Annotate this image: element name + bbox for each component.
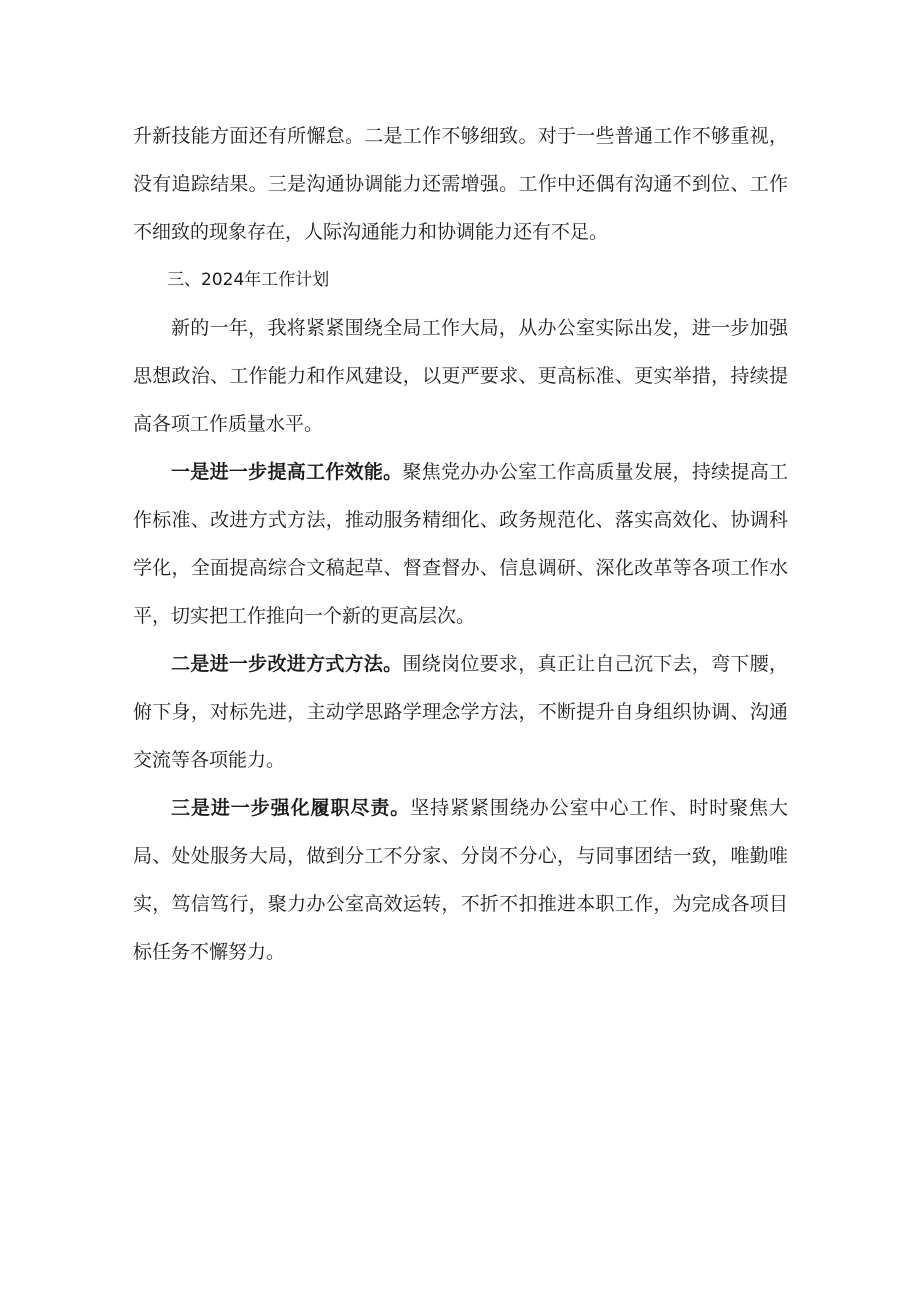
continuation-paragraph: 升新技能方面还有所懈怠。二是工作不够细致。对于一些普通工作不够重视，没有追踪结果。三是沟通协调能力还需增强。工作中还偶有沟通不到位、工作不细致的现象存在，人际沟通能力和协调能力还有不足。	[133, 125, 788, 243]
plan-item-2	[133, 640, 788, 784]
plan-item-2-body: 围绕岗位要求，真正让自己沉下去，弯下腰，俯下身，对标先进，主动学思路学理念学方法，不断提升自身组织协调、沟通交流等各项能力。	[133, 653, 788, 771]
plan-item-3-lead: 三是进一步强化履职尽责。	[171, 797, 411, 819]
plan-item-1-lead: 一是进一步提高工作效能。	[171, 461, 403, 483]
section-heading: 三、2024年工作计划	[167, 270, 330, 290]
plan-item-2-lead: 二是进一步改进方式方法。	[171, 653, 403, 675]
plan-item-1-body: 聚焦党办办公室工作高质量发展，持续提高工作标准、改进方式方法，推动服务精细化、政务规范化、落实高效化、协调科学化，全面提高综合文稿起草、督查督办、信息调研、深化改革等各项工作水平，切实把工作推向一个新的更高层次。	[133, 461, 788, 627]
intro-paragraph: 新的一年，我将紧紧围绕全局工作大局，从办公室实际出发，进一步加强思想政治、工作能力和作风建设，以更严要求、更高标准、更实举措，持续提高各项工作质量水平。	[133, 317, 788, 435]
document-body	[133, 112, 788, 976]
plan-item-3-body: 坚持紧紧围绕办公室中心工作、时时聚焦大局、处处服务大局，做到分工不分家、分岗不分心，与同事团结一致，唯勤唯实，笃信笃行，聚力办公室高效运转，不折不扣推进本职工作，为完成各项目标任务不懈努力。	[133, 797, 788, 963]
plan-item-1	[133, 448, 788, 640]
plan-item-3	[133, 784, 788, 976]
